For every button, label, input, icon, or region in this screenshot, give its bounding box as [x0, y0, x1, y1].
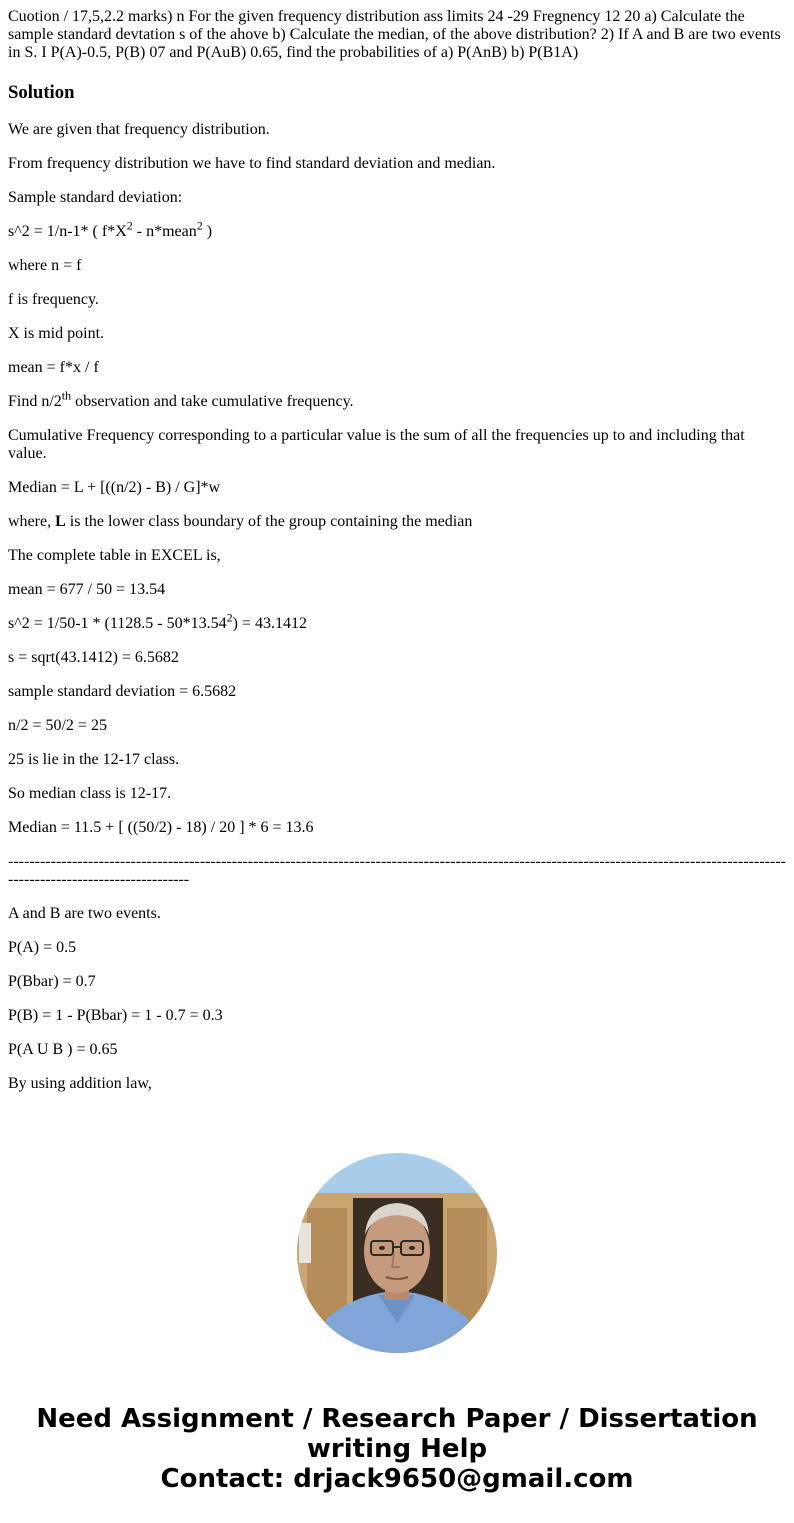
f-definition: f is frequency.	[8, 291, 99, 308]
find-observation: Find n/2th observation and take cumulative frequency.	[8, 388, 354, 410]
median-class-text: So median class is 12-17.	[8, 785, 172, 802]
n-half-calculation: n/2 = 50/2 = 25	[8, 717, 107, 734]
footer-line-1: Need Assignment / Research Paper / Dissertation	[36, 1404, 758, 1434]
cumulative-definition: Cumulative Frequency corresponding to a particular value is the sum of all the frequencies up to and including that value.	[8, 427, 745, 462]
events-text: A and B are two events.	[8, 905, 161, 922]
excel-text: The complete table in EXCEL is,	[8, 547, 221, 564]
where-l-text: where, L is the lower class boundary of the group containing the median	[8, 513, 473, 530]
paub-value: P(A U B ) = 0.65	[8, 1041, 118, 1058]
given-text: We are given that frequency distribution.	[8, 121, 270, 138]
variance-calculation: s^2 = $1/50-1 * (1128.5 - 50*13.54^2) = 43.1412$	[8, 610, 307, 632]
mean-definition: mean = f*x / f	[8, 359, 99, 376]
mean-calculation: mean = 677 / 50 = 13.54	[8, 581, 166, 598]
footer-line-2: writing Help	[306, 1434, 488, 1464]
footer-contact: Contact: drjack9650@gmail.com	[160, 1464, 634, 1494]
question-text: Cuotion / 17,5,2.2 marks) n For the given frequency distribution ass limits 24 -29 Fregnency 12 20 a) Calculate the sample standard devtation s of the ahove b) Calculate the median, of the above distribution? 2) If A and B are two events in S. I P(A)-0.5, P(B) 07 and P(AuB) 0.65, find the probabilities of a) P(AnB) b) P(B1A)	[8, 8, 781, 61]
median-calculation: Median = 11.5 + [ ((50/2) - 18) / 20 ] * 6 = 13.6	[8, 819, 314, 836]
pbbar-value: P(Bbar) = 0.7	[8, 973, 96, 990]
sd-label: Sample standard deviation:	[8, 189, 183, 206]
lie-text: 25 is lie in the 12-17 class.	[8, 751, 180, 768]
sd-result: sample standard deviation = 6.5682	[8, 683, 237, 700]
document-body	[8, 8, 786, 1093]
variance-formula: s^2 = 1/n-1* ( $f*X^2$ - n*mean$^2$ )	[8, 218, 213, 240]
find-text: From frequency distribution we have to find standard deviation and median.	[8, 155, 496, 172]
median-formula: Median = L + [((n/2) - B) / G]*w	[8, 479, 221, 496]
solution-heading: Solution	[8, 82, 75, 103]
addition-law-text: By using addition law,	[8, 1075, 152, 1092]
pa-value: P(A) = 0.5	[8, 939, 77, 956]
footer-banner	[0, 1404, 794, 1494]
separator-line: ------------------------------------------------------------------------------------------------------------------------------------------------------------------------------------	[8, 853, 786, 888]
avatar-portrait	[297, 1153, 497, 1353]
avatar	[297, 1153, 497, 1353]
pb-value: P(B) = 1 - P(Bbar) = 1 - 0.7 = 0.3	[8, 1007, 223, 1024]
s-calculation: s = sqrt(43.1412) = 6.5682	[8, 649, 179, 666]
x-definition: X is mid point.	[8, 325, 105, 342]
where-n-text: where n = f	[8, 257, 82, 274]
